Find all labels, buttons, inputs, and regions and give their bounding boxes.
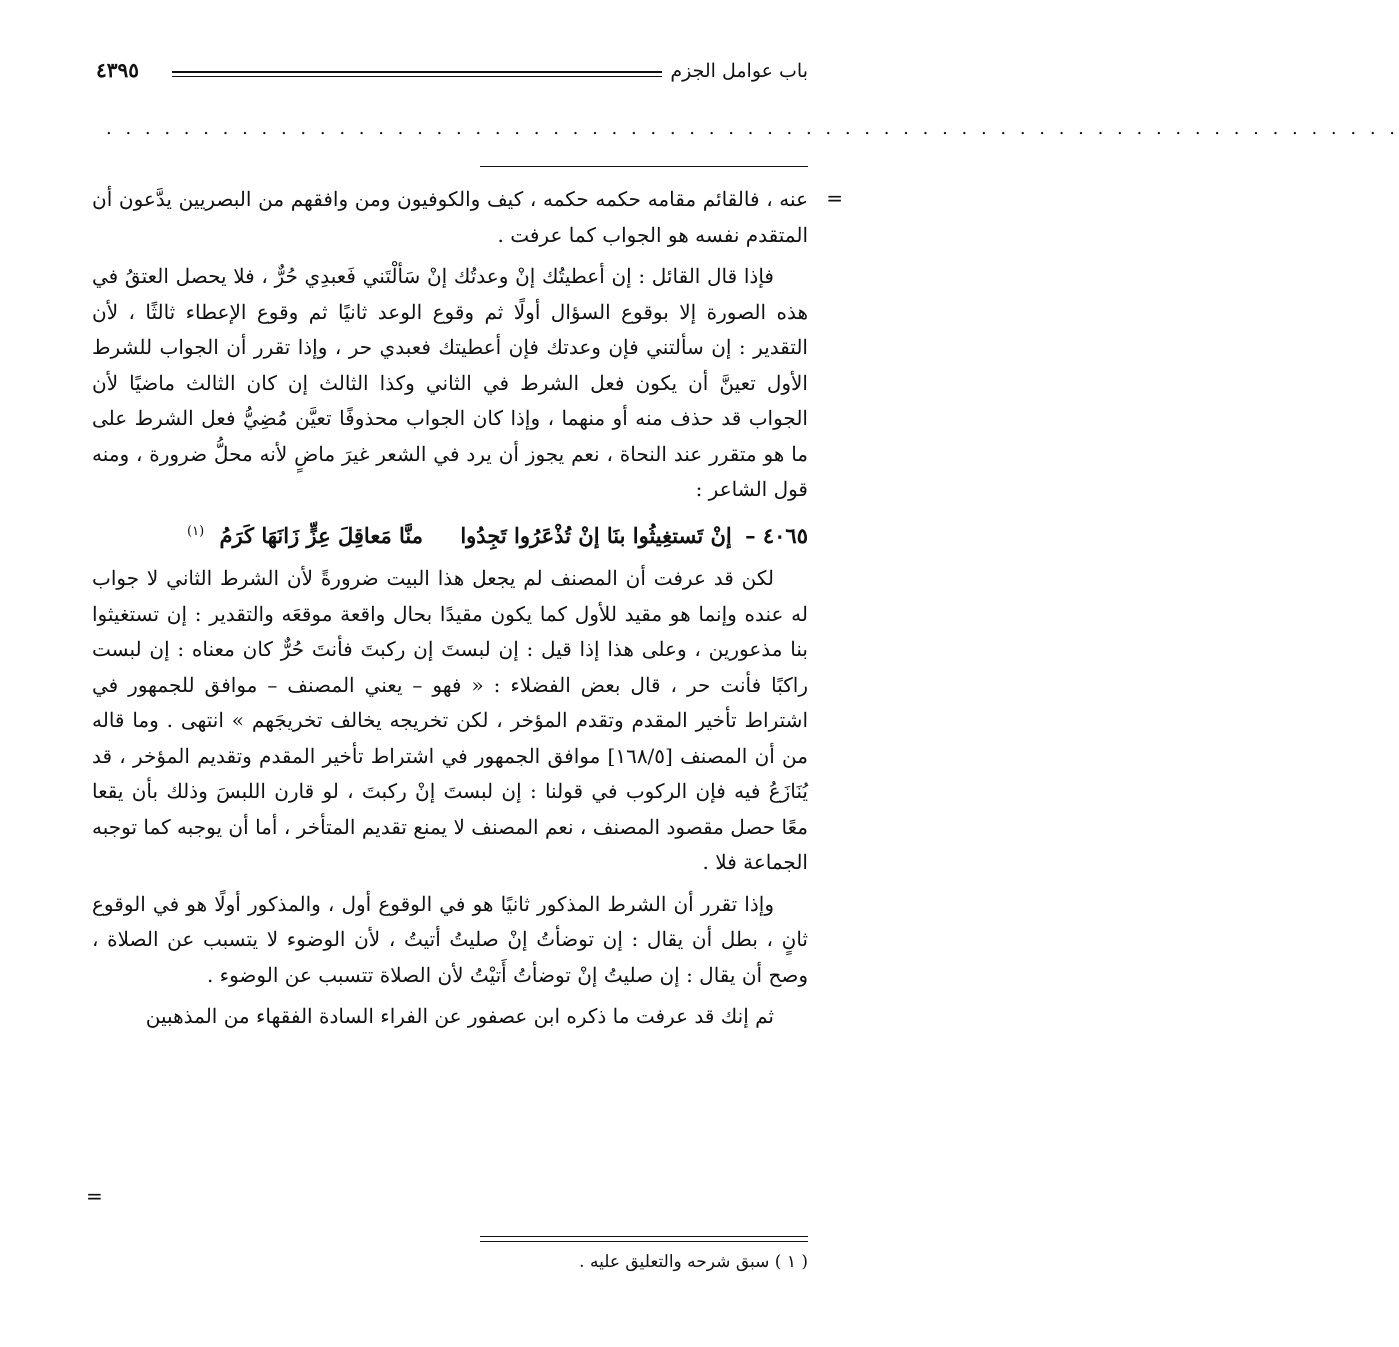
verse-hemistich-2: منَّا مَعاقِلَ عِزٍّ زَانَهَا كَرَمُ — [219, 522, 424, 548]
paragraph: فإذا قال القائل : إن أعطيتُك إنْ وعدتُك إنْ سَألْتَني فَعبدِي حُرٌّ ، فلا يحصل العتقُ في هذه الصورة إلا بوقوع السؤال أولًا ثم وقوع الوعد ثانيًا ثم وقوع الإعطاء ثالثًا ، لأن التقدير : إن سألتني فإن وعدتك فإن أعطيتك فعبدي حر ، وإذا تقرر أن الجواب للشرط الأول تعينَّ أن يكون فعل الشرط في الثاني وكذا الثالث إن كان الثالث ماضيًا لأن الجواب قد حذف منه أو منهما ، وإذا كان الجواب محذوفًا تعيَّن مُضِيُّ فعل الشرط على ما هو متقرر عند النحاة ، نعم يجوز أن يرد في الشعر غيرَ ماضٍ لأنه محلُّ ضرورة ، ومنه قول الشاعر : — [92, 264, 808, 501]
continuation-mark-start: = — [826, 186, 843, 210]
footnote: ( ١ ) سبق شرحه والتعليق عليه . — [579, 1252, 808, 1272]
page-header — [96, 58, 808, 92]
dotted-separator: . . . . . . . . . . . . . . . . . . . . . . . . . . . . . . . . . . . . . . . . . . . . . . . . . . . . . . . . . . . . . . . . . . . — [106, 118, 1399, 139]
verse-hemistich-1: إنْ تَستغِيثُوا بنَا إنْ تُذْعَرُوا تَجِدُوا — [460, 522, 732, 548]
continuation-mark-end: = — [86, 1184, 103, 1208]
header-rule — [172, 71, 662, 77]
poetry-verse — [92, 514, 808, 554]
paragraph: ثم إنك قد عرفت ما ذكره ابن عصفور عن الفراء السادة الفقهاء من المذهبين — [145, 1004, 774, 1028]
paragraph: لكن قد عرفت أن المصنف لم يجعل هذا البيت ضرورةً لأن الشرط الثاني لا جواب له عنده وإنما هو مقيد للأول كما يكون مقيدًا بحال واقعة موقعَه والتقدير : إن تستغيثوا بنا مذعورين ، وعلى هذا إذا قيل : إن لبستَ إن ركبتَ فأنتَ حُرٌّ كان معناه : إن لبست راكبًا فأنت حر ، قال بعض الفضلاء : « فهو – يعني المصنف – موافق للجمهور في اشتراط تأخير المقدم وتقدم المؤخر ، لكن تخريجه يخالف تخريجَهم » انتهى . وما قاله من أن المصنف [١٦٨/٥] موافق الجمهور في اشتراط تأخير المقدم وتقديم المؤخر ، قد يُنَازَعُ فيه فإن الركوب في قولنا : إن لبستَ إنْ ركبتَ ، لو قارن اللبسَ وذلك بأن يقعا معًا حصل مقصود المصنف ، نعم المصنف لا يمنع تقديم المتأخر ، أما أن يوجبه كما توجبه الجماعة فلا . — [92, 566, 808, 874]
paragraph-continued: عنه ، فالقائم مقامه حكمه حكمه ، كيف والكوفيون ومن وافقهم من البصريين يدَّعون أن المتقدم نفسه هو الجواب كما عرفت . — [92, 187, 808, 247]
footnote-reference: (١) — [187, 523, 205, 539]
chapter-title: باب عوامل الجزم — [670, 60, 808, 82]
paragraph: وإذا تقرر أن الشرط المذكور ثانيًا هو في الوقوع أول ، والمذكور أولًا هو في الوقوع ثانٍ ، بطل أن يقال : إن توضأتُ إنْ صليتُ أتيتُ ، لأن الوضوء لا يتسبب عن الصلاة ، وصح أن يقال : إن صليتُ إنْ توضأتُ أَتيْتُ لأن الصلاة تتسبب عن الوضوء . — [92, 891, 808, 987]
page-number: ٤٣٩٥ — [96, 58, 139, 82]
footnote-rule — [480, 1236, 808, 1242]
verse-number: ٤٠٦٥ – — [745, 522, 808, 548]
main-text — [92, 182, 808, 1041]
continuation-rule — [480, 166, 808, 167]
